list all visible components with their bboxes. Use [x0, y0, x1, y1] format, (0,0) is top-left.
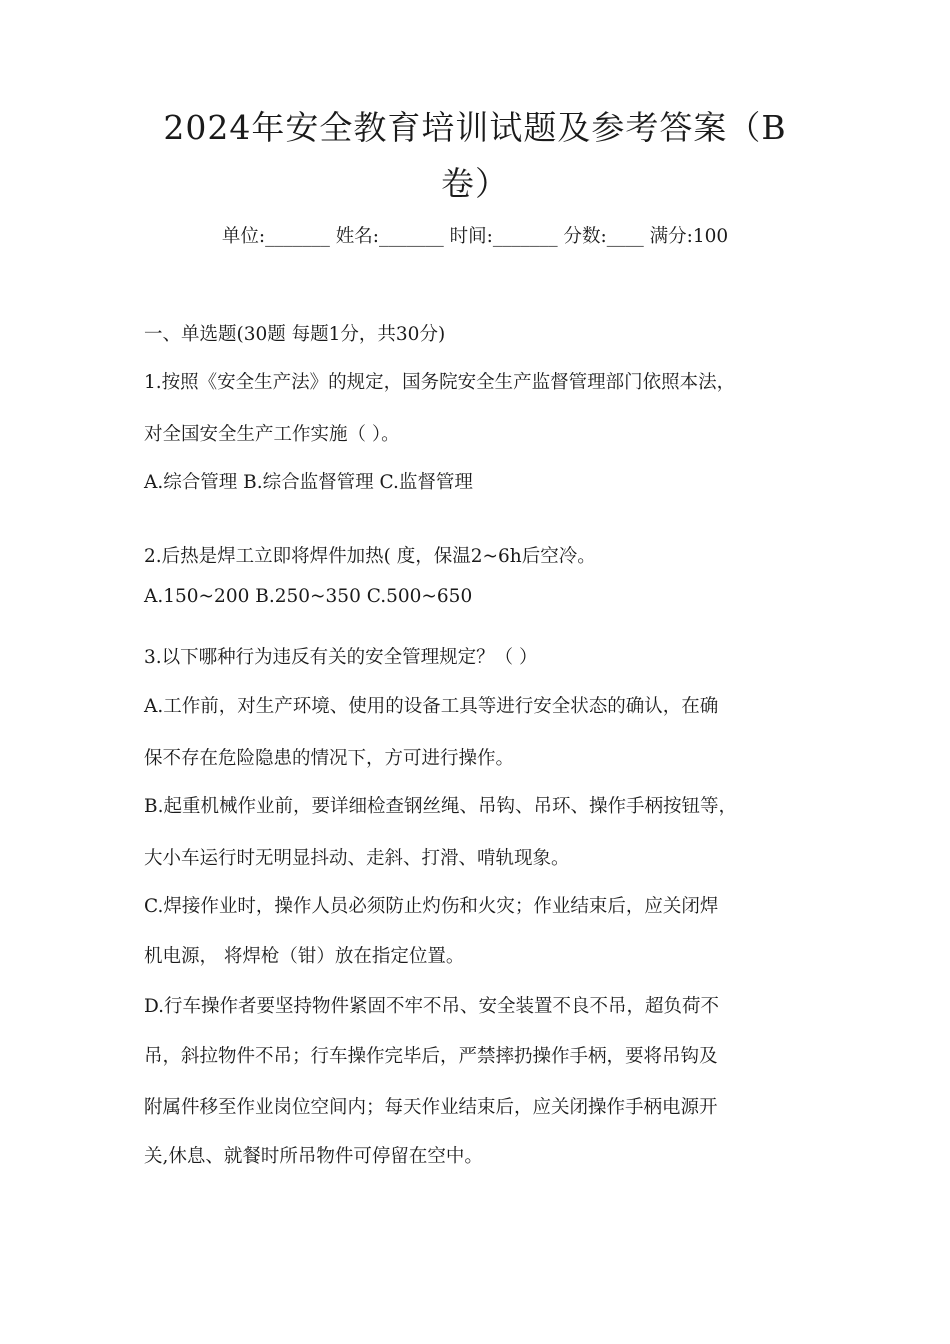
q1-stem-line-2: 对全国安全生产工作实施（ ）。 [144, 424, 400, 445]
q3-option-d-line-1: D.行车操作者要坚持物件紧固不牢不吊、安全装置不良不吊，超负荷不 [144, 996, 720, 1017]
q3-option-a-line-2: 保不存在危险隐患的情况下，方可进行操作。 [144, 748, 515, 769]
q3-option-b-line-2: 大小车运行时无明显抖动、走斜、打滑、啃轨现象。 [144, 848, 570, 869]
title-line-2: 卷） [441, 164, 509, 203]
q3-option-c-line-1: C.焊接作业时，操作人员必须防止灼伤和火灾；作业结束后，应关闭焊 [144, 896, 719, 917]
exam-info-line: 单位:_______ 姓名:_______ 时间:_______ 分数:____ 满分:100 [221, 226, 729, 247]
title-line-1: 2024年安全教育培训试题及参考答案（B [163, 108, 787, 147]
q3-option-b-line-1: B.起重机械作业前，要详细检查钢丝绳、吊钩、吊环、操作手柄按钮等， [144, 796, 737, 817]
q3-option-d-line-2: 吊，斜拉物件不吊；行车操作完毕后，严禁摔扔操作手柄，要将吊钩及 [144, 1046, 718, 1067]
q3-option-d-line-4: 关,休息、就餐时所吊物件可停留在空中。 [144, 1146, 483, 1167]
q1-stem-line-1: 1.按照《安全生产法》的规定，国务院安全生产监督管理部门依照本法， [144, 372, 736, 393]
section-heading: 一、单选题(30题 每题1分，共30分) [144, 324, 446, 345]
q3-stem: 3.以下哪种行为违反有关的安全管理规定？（ ） [144, 647, 538, 668]
q1-options: A.综合管理 B.综合监督管理 C.监督管理 [144, 472, 473, 493]
q3-option-c-line-2: 机电源， 将焊枪（钳）放在指定位置。 [144, 946, 465, 967]
q2-options: A.150~200 B.250~350 C.500~650 [144, 586, 473, 607]
q3-option-d-line-3: 附属件移至作业岗位空间内；每天作业结束后，应关闭操作手柄电源开 [144, 1097, 718, 1118]
q2-stem: 2.后热是焊工立即将焊件加热( 度，保温2~6h后空冷。 [144, 546, 596, 567]
q3-option-a-line-1: A.工作前，对生产环境、使用的设备工具等进行安全状态的确认，在确 [144, 696, 719, 717]
document-title [120, 100, 830, 212]
